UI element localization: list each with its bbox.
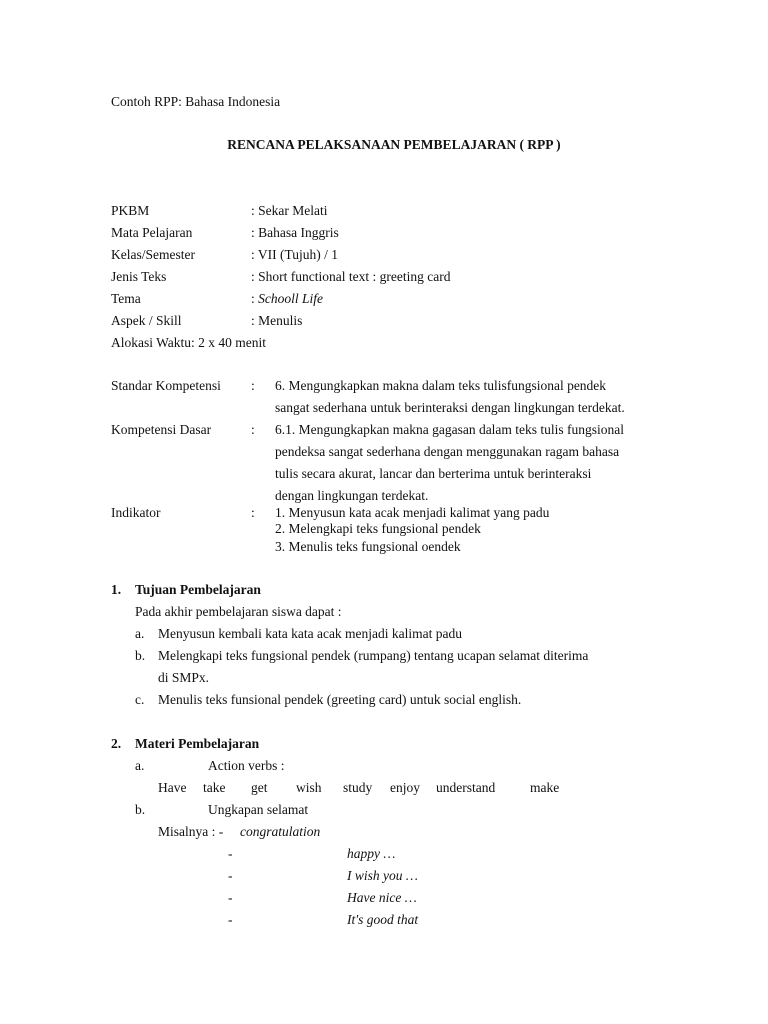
standar-line: sangat sederhana untuk berinteraksi dengan lingkungan terdekat. <box>275 400 625 415</box>
verb-item: take <box>203 780 226 795</box>
verb-item: get <box>251 780 268 795</box>
example-dash: - <box>228 912 233 927</box>
standar-label: Standar Kompetensi <box>111 378 221 393</box>
example-expression: It's good that <box>347 912 419 927</box>
identity-label: PKBM <box>111 203 150 218</box>
list-marker: b. <box>135 648 146 663</box>
list-marker: a. <box>135 626 145 641</box>
misalnya-label: Misalnya : - <box>158 824 224 839</box>
section-heading: Tujuan Pembelajaran <box>135 582 261 597</box>
action-verbs-label: Action verbs : <box>208 758 285 773</box>
indikator-line: 2. Melengkapi teks fungsional pendek <box>275 521 481 536</box>
identity-value-italic: Schooll Life <box>258 291 324 306</box>
example-dash: - <box>228 868 233 883</box>
identity-label: Aspek / Skill <box>111 313 182 328</box>
example-expression: happy … <box>347 846 396 861</box>
section-number: 1. <box>111 582 122 597</box>
identity-value: : Menulis <box>251 313 303 328</box>
identity-label: Jenis Teks <box>111 269 167 284</box>
identity-value <box>251 291 323 307</box>
list-marker: a. <box>135 758 145 773</box>
list-item: Menyusun kembali kata kata acak menjadi kalimat padu <box>158 626 463 641</box>
list-item: Menulis teks funsional pendek (greeting card) untuk social english. <box>158 692 522 707</box>
identity-label: Kelas/Semester <box>111 247 195 262</box>
ungkapan-label: Ungkapan selamat <box>208 802 309 817</box>
document-title: RENCANA PELAKSANAAN PEMBELAJARAN ( RPP ) <box>227 137 561 152</box>
example-expression: Have nice … <box>347 890 417 905</box>
verb-item: understand <box>436 780 496 795</box>
dasar-label: Kompetensi Dasar <box>111 422 212 437</box>
section-heading: Materi Pembelajaran <box>135 736 260 751</box>
example-expression: I wish you … <box>347 868 418 883</box>
standar-line: 6. Mengungkapkan makna dalam teks tulisfungsional pendek <box>275 378 607 393</box>
list-item: Melengkapi teks fungsional pendek (rumpang) tentang ucapan selamat diterima <box>158 648 589 663</box>
section-number: 2. <box>111 736 122 751</box>
standar-colon: : <box>251 378 255 393</box>
example-dash: - <box>228 846 233 861</box>
identity-value: : VII (Tujuh) / 1 <box>251 247 339 262</box>
identity-value: : Bahasa Inggris <box>251 225 339 240</box>
alokasi-waktu: Alokasi Waktu: 2 x 40 menit <box>111 335 267 350</box>
document-header: Contoh RPP: Bahasa Indonesia <box>111 94 281 109</box>
tujuan-intro: Pada akhir pembelajaran siswa dapat : <box>135 604 342 619</box>
indikator-colon: : <box>251 505 255 520</box>
dasar-line: dengan lingkungan terdekat. <box>275 488 429 503</box>
verb-item: make <box>530 780 560 795</box>
list-marker: b. <box>135 802 146 817</box>
list-item-continued: di SMPx. <box>158 670 210 685</box>
dasar-line: tulis secara akurat, lancar dan berterima untuk berinteraksi <box>275 466 592 481</box>
identity-value-prefix: : <box>251 291 259 306</box>
identity-label: Mata Pelajaran <box>111 225 193 240</box>
verb-item: enjoy <box>390 780 420 795</box>
identity-value: : Sekar Melati <box>251 203 328 218</box>
identity-value: : Short functional text : greeting card <box>251 269 451 284</box>
dasar-line: pendeksa sangat sederhana dengan menggunakan ragam bahasa <box>275 444 620 459</box>
verb-item: wish <box>296 780 322 795</box>
verb-item: study <box>343 780 373 795</box>
dasar-line: 6.1. Mengungkapkan makna gagasan dalam teks tulis fungsional <box>275 422 625 437</box>
list-marker: c. <box>135 692 145 707</box>
example-expression: congratulation <box>240 824 321 839</box>
indikator-line: 1. Menyusun kata acak menjadi kalimat yang padu <box>275 505 550 520</box>
dasar-colon: : <box>251 422 255 437</box>
verb-item: Have <box>158 780 187 795</box>
example-dash: - <box>228 890 233 905</box>
indikator-label: Indikator <box>111 505 161 520</box>
identity-label: Tema <box>111 291 141 306</box>
indikator-line: 3. Menulis teks fungsional oendek <box>275 539 461 554</box>
